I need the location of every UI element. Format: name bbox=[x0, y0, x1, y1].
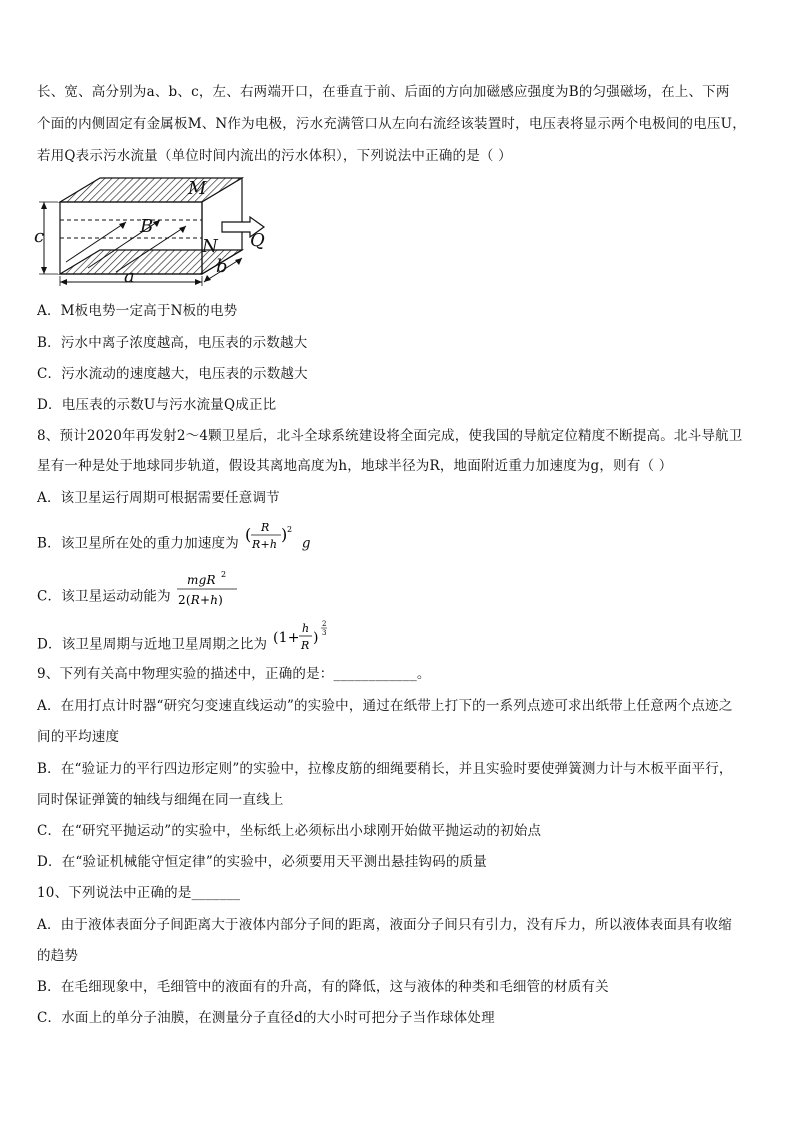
q10-stem: 10、下列说法中正确的是_______ bbox=[37, 885, 241, 901]
q10-option-a-line-2: 的趋势 bbox=[37, 948, 79, 964]
svg-text:): ) bbox=[312, 630, 319, 646]
svg-text:2(R+h): 2(R+h) bbox=[178, 593, 224, 607]
svg-text:): ) bbox=[281, 525, 288, 544]
svg-text:3: 3 bbox=[321, 629, 327, 637]
q8-option-b-text: B．该卫星所在处的重力加速度为 bbox=[37, 535, 239, 552]
intro-line-1: 长、宽、高分别为a、b、c，左、右两端开口，在垂直于前、后面的方向加磁感应强度为B的匀强磁场，在上、下两 bbox=[37, 84, 730, 100]
svg-text:R: R bbox=[261, 521, 270, 534]
q8-option-c bbox=[37, 570, 767, 620]
q8-option-a: A．该卫星运行周期可根据需要任意调节 bbox=[37, 490, 280, 506]
q9-stem: 9、下列有关高中物理实验的描述中，正确的是：____________。 bbox=[37, 666, 431, 682]
svg-text:(: ( bbox=[245, 525, 252, 544]
q7-option-a: A．M板电势一定高于N板的电势 bbox=[37, 303, 238, 319]
q9-option-b-line-1: B．在“验证力的平行四边形定则”的实验中，拉橡皮筋的细绳要稍长，并且实验时要使弹簧测力计与木板平面平行， bbox=[37, 761, 733, 777]
svg-text:2: 2 bbox=[287, 525, 293, 534]
q10-option-c: C．水面上的单分子油膜，在测量分子直径d的大小时可把分子当作球体处理 bbox=[37, 1010, 495, 1026]
flowmeter-diagram bbox=[36, 176, 272, 292]
label-q: Q bbox=[250, 230, 265, 251]
svg-text:h: h bbox=[301, 622, 310, 635]
label-m: M bbox=[188, 178, 207, 199]
q8-option-d-formula bbox=[272, 618, 332, 660]
q10-option-a-line-1: A．由于液体表面分子间距离大于液体内部分子间的距离，液面分子间只有引力，没有斥力，所以液体表面具有收缩 bbox=[37, 917, 732, 933]
label-n: N bbox=[202, 236, 218, 257]
flowmeter-svg bbox=[36, 176, 272, 292]
q8-stem-2: 星有一种是处于地球同步轨道，假设其离地高度为h，地球半径为R，地面附近重力加速度为g，则有（ ） bbox=[37, 458, 673, 474]
svg-text:mgR: mgR bbox=[187, 573, 217, 587]
q8-option-b-formula bbox=[243, 518, 297, 558]
formula-d-svg bbox=[272, 618, 332, 654]
q9-option-a-line-1: A．在用打点计时器“研究匀变速直线运动”的实验中，通过在纸带上打下的一系列点迹可求出纸带上任意两个点迹之 bbox=[37, 698, 733, 714]
q9-option-d: D．在“验证机械能守恒定律”的实验中，必须要用天平测出悬挂钩码的质量 bbox=[37, 854, 487, 870]
formula-c-svg bbox=[175, 568, 241, 608]
formula-b-svg bbox=[243, 518, 297, 552]
label-a: a bbox=[124, 266, 135, 287]
q8-option-d-text: D．该卫星周期与近地卫星周期之比为 bbox=[37, 636, 268, 653]
q8-option-b bbox=[37, 521, 767, 564]
svg-text:R+h: R+h bbox=[252, 538, 278, 551]
q8-option-c-text: C．该卫星运动动能为 bbox=[37, 588, 171, 605]
svg-text:2: 2 bbox=[321, 620, 327, 628]
label-c: c bbox=[34, 226, 45, 247]
intro-line-3: 若用Q表示污水流量（单位时间内流出的污水体积），下列说法中正确的是（ ） bbox=[37, 148, 512, 164]
q9-option-a-line-2: 间的平均速度 bbox=[37, 729, 120, 745]
q8-stem-1: 8、预计2020年再发射2～4颗卫星后，北斗全球系统建设将全面完成，使我国的导航定位精度不断提高。北斗导航卫 bbox=[37, 428, 743, 444]
svg-text:R: R bbox=[300, 639, 310, 652]
q8-option-c-formula bbox=[175, 568, 241, 614]
q7-option-b: B．污水中离子浓度越高，电压表的示数越大 bbox=[37, 335, 308, 351]
q7-option-d: D．电压表的示数U与污水流量Q成正比 bbox=[37, 397, 277, 413]
svg-text:2: 2 bbox=[221, 570, 227, 579]
q8-option-b-g: g bbox=[301, 535, 311, 552]
label-b-dim: b bbox=[216, 256, 228, 277]
q7-option-c: C．污水流动的速度越大，电压表的示数越大 bbox=[37, 366, 308, 382]
label-b-field: B bbox=[140, 216, 154, 237]
q9-option-c: C．在“研究平抛运动”的实验中，坐标纸上必须标出小球刚开始做平抛运动的初始点 bbox=[37, 823, 542, 839]
svg-text:(1+: (1+ bbox=[272, 630, 300, 646]
q9-option-b-line-2: 同时保证弹簧的轴线与细绳在同一直线上 bbox=[37, 792, 284, 808]
q8-option-d bbox=[37, 620, 767, 666]
q10-option-b: B．在毛细现象中，毛细管中的液面有的升高，有的降低，这与液体的种类和毛细管的材质有关 bbox=[37, 979, 609, 995]
intro-line-2: 个面的内侧固定有金属板M、N作为电极，污水充满管口从左向右流经该装置时，电压表将显示两个电极间的电压U， bbox=[37, 116, 746, 132]
